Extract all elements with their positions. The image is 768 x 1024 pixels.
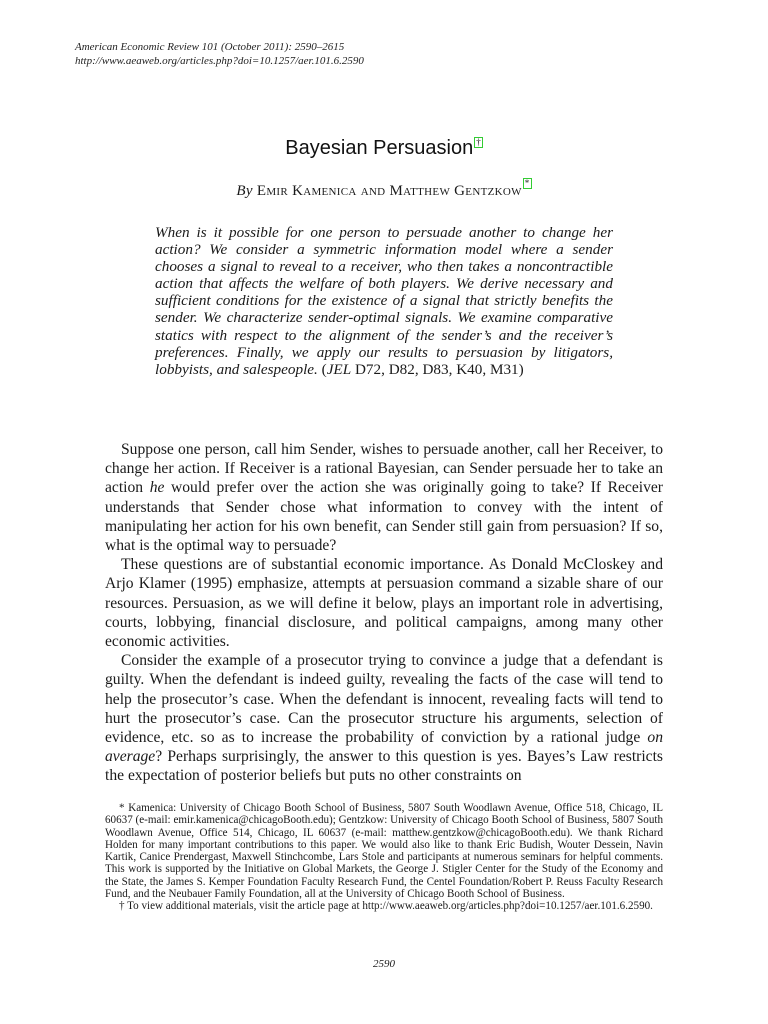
jel-label: JEL — [326, 360, 352, 378]
paper-title — [0, 137, 768, 160]
author-footnote-link[interactable]: * — [524, 178, 530, 188]
author-names: Emir Kamenica and Matthew Gentzkow — [256, 183, 522, 199]
paper-title-text: Bayesian Persuasion — [285, 137, 474, 159]
article-url[interactable]: http://www.aeaweb.org/articles.php?doi=10.1257/aer.101.6.2590 — [75, 55, 364, 67]
paragraph-1-text-b: would prefer over the action she was originally going to take? If Receiver understands that Sender chose what information to convey with the intent of manipulating her action for his own benefit, can Sender still gain from persuasion? If so, what is the optimal way to persuade? — [105, 479, 664, 555]
jel-codes: D72, D82, D83, K40, M31) — [351, 360, 524, 378]
paragraph-3-emphasis: on average — [105, 729, 663, 766]
footnote-2-text: To view additional materials, visit the article page at http://www.aeaweb.org/articles.php?doi=10.1257/aer.101.6.2590. — [127, 900, 653, 913]
footnote-materials — [105, 900, 663, 912]
abstract — [155, 224, 613, 378]
footnote-1-marker: * — [119, 802, 129, 814]
paragraph-1 — [105, 440, 663, 555]
footnotes — [105, 802, 663, 913]
paragraph-1-emphasis: he — [149, 479, 165, 497]
page-number: 2590 — [373, 958, 395, 970]
paragraph-3-text-a: Consider the example of a prosecutor trying to convince a judge that a defendant is guilty. When the defendant is indeed guilty, revealing the facts of the case will tend to help the prosecutor’s case. When the defendant is innocent, revealing facts will tend to hurt the prosecutor’s case. Can the prosecutor structure his arguments, selection of evidence, etc. so as to increase the probability of conviction by a rational judge — [105, 652, 663, 747]
footnote-1-text: Kamenica: University of Chicago Booth School of Business, 5807 South Woodlawn Avenue, Office 518, Chicago, IL 60637 (e-mail: emir.kamenica@chicagoBooth.edu); Gentzkow: University of Chicago Booth School of Business, 5807 South Woodlawn Avenue, Office 514, Chicago, IL 60637 (e-mail: matthew.gentzkow@chicagoBooth.edu). We thank Richard Holden for many important contributions to this paper. We would also like to thank Eric Budish, Wouter Dessein, Navin Kartik, Canice Prendergast, Maxwell Stinchcombe, Lars Stole and participants at numerous seminars for helpful comments. This work is supported by the Initiative on Global Markets, the George J. Stigler Center for the Study of the Economy and the State, the James S. Kemper Foundation Faculty Research Fund, the Centel Foundation/Robert P. Reuss Faculty Research Fund, and the Neubauer Family Foundation, all at the University of Chicago Booth School of Business. — [105, 802, 663, 901]
author-line — [0, 178, 768, 200]
journal-header — [75, 40, 364, 68]
title-footnote-link[interactable]: † — [476, 137, 481, 147]
paragraph-3-text-b: ? Perhaps surprisingly, the answer to this question is yes. Bayes’s Law restricts the expectation of posterior beliefs but puts no other constraints on — [105, 748, 663, 785]
abstract-text: When is it possible for one person to persuade another to change her action? We consider a symmetric information model where a sender chooses a signal to reveal to a receiver, who then takes a noncontractible action that affects the welfare of both players. We derive necessary and sufficient conditions for the existence of a signal that strictly benefits the sender. We characterize sender-optimal signals. We examine comparative statics with respect to the alignment of the sender’s and the receiver’s preferences. Finally, we apply our results to persuasion by litigators, lobbyists, and salespeople. — [155, 224, 613, 378]
body-text — [105, 440, 663, 786]
journal-citation: American Economic Review 101 (October 2011): 2590–2615 — [75, 41, 345, 53]
paragraph-3 — [105, 651, 663, 785]
paragraph-2: These questions are of substantial economic importance. As Donald McCloskey and Arjo Klamer (1995) emphasize, attempts at persuasion command a sizable share of our resources. Persuasion, as we will define it below, plays an important role in advertising, courts, lobbying, financial disclosure, and political campaigns, among many other economic activities. — [105, 556, 663, 651]
footnote-affiliation — [105, 802, 663, 900]
author-by: By — [236, 183, 253, 199]
footnote-2-marker: † — [119, 900, 128, 913]
paragraph-1-text-a: Suppose one person, call him Sender, wishes to persuade another, call her Receiver, to change her action. If Receiver is a rational Bayesian, can Sender persuade her to take an action — [105, 441, 663, 497]
jel-open: ( — [317, 360, 327, 378]
